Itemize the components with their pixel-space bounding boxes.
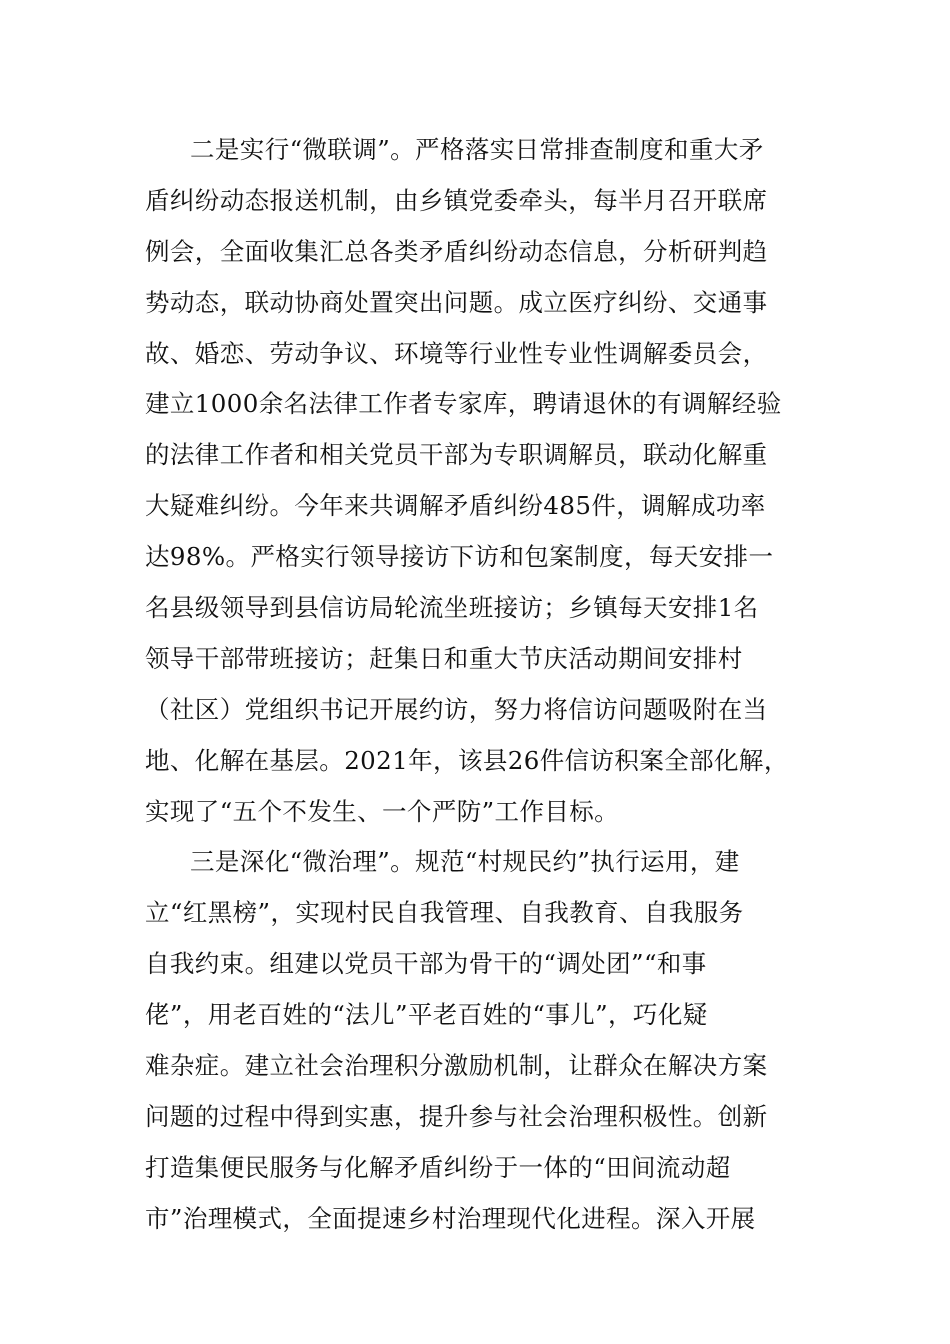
document-body [145, 125, 825, 1245]
text-line: 问题的过程中得到实惠，提升参与社会治理积极性。创新 [145, 1101, 768, 1131]
text-line: 建立1000余名法律工作者专家库，聘请退休的有调解经验 [145, 389, 782, 419]
text-line: （社区）党组织书记开展约访，努力将信访问题吸附在当 [145, 694, 768, 724]
text-line: 立“红黑榜”，实现村民自我管理、自我教育、自我服务 [145, 898, 744, 928]
text-line: 地、化解在基层。2021年，该县26件信访积案全部化解， [145, 745, 789, 775]
text-line: 实现了“五个不发生、一个严防”工作目标。 [145, 796, 620, 826]
text-line: 佬”，用老百姓的“法儿”平老百姓的“事儿”，巧化疑 [145, 1000, 708, 1030]
text-line: 达98%。严格实行领导接访下访和包案制度，每天安排一 [145, 542, 774, 572]
text-line: 市”治理模式，全面提速乡村治理现代化进程。深入开展 [145, 1203, 756, 1233]
text-line: 大疑难纠纷。今年来共调解矛盾纠纷485件，调解成功率 [145, 491, 766, 521]
text-line: 难杂症。建立社会治理积分激励机制，让群众在解决方案 [145, 1051, 768, 1081]
text-line: 故、婚恋、劳动争议、环境等行业性专业性调解委员会， [145, 338, 768, 368]
text-line: 名县级领导到县信访局轮流坐班接访；乡镇每天安排1名 [145, 593, 759, 623]
text-line: 的法律工作者和相关党员干部为专职调解员，联动化解重 [145, 440, 768, 470]
text-line: 自我约束。组建以党员干部为骨干的“调处团”“和事 [145, 949, 707, 979]
text-line: 二是实行“微联调”。严格落实日常排查制度和重大矛 [190, 135, 764, 164]
text-line: 三是深化“微治理”。规范“村规民约”执行运用，建 [190, 847, 740, 877]
paragraph-micro-governance [145, 837, 825, 1244]
paragraph-micro-mediation [145, 125, 825, 837]
text-line: 势动态，联动协商处置突出问题。成立医疗纠纷、交通事 [145, 287, 768, 317]
text-line: 领导干部带班接访；赶集日和重大节庆活动期间安排村 [145, 643, 743, 673]
text-line: 盾纠纷动态报送机制，由乡镇党委牵头，每半月召开联席 [145, 185, 768, 215]
text-line: 打造集便民服务与化解矛盾纠纷于一体的“田间流动超 [145, 1152, 731, 1182]
text-line: 例会，全面收集汇总各类矛盾纠纷动态信息，分析研判趋 [145, 236, 768, 266]
